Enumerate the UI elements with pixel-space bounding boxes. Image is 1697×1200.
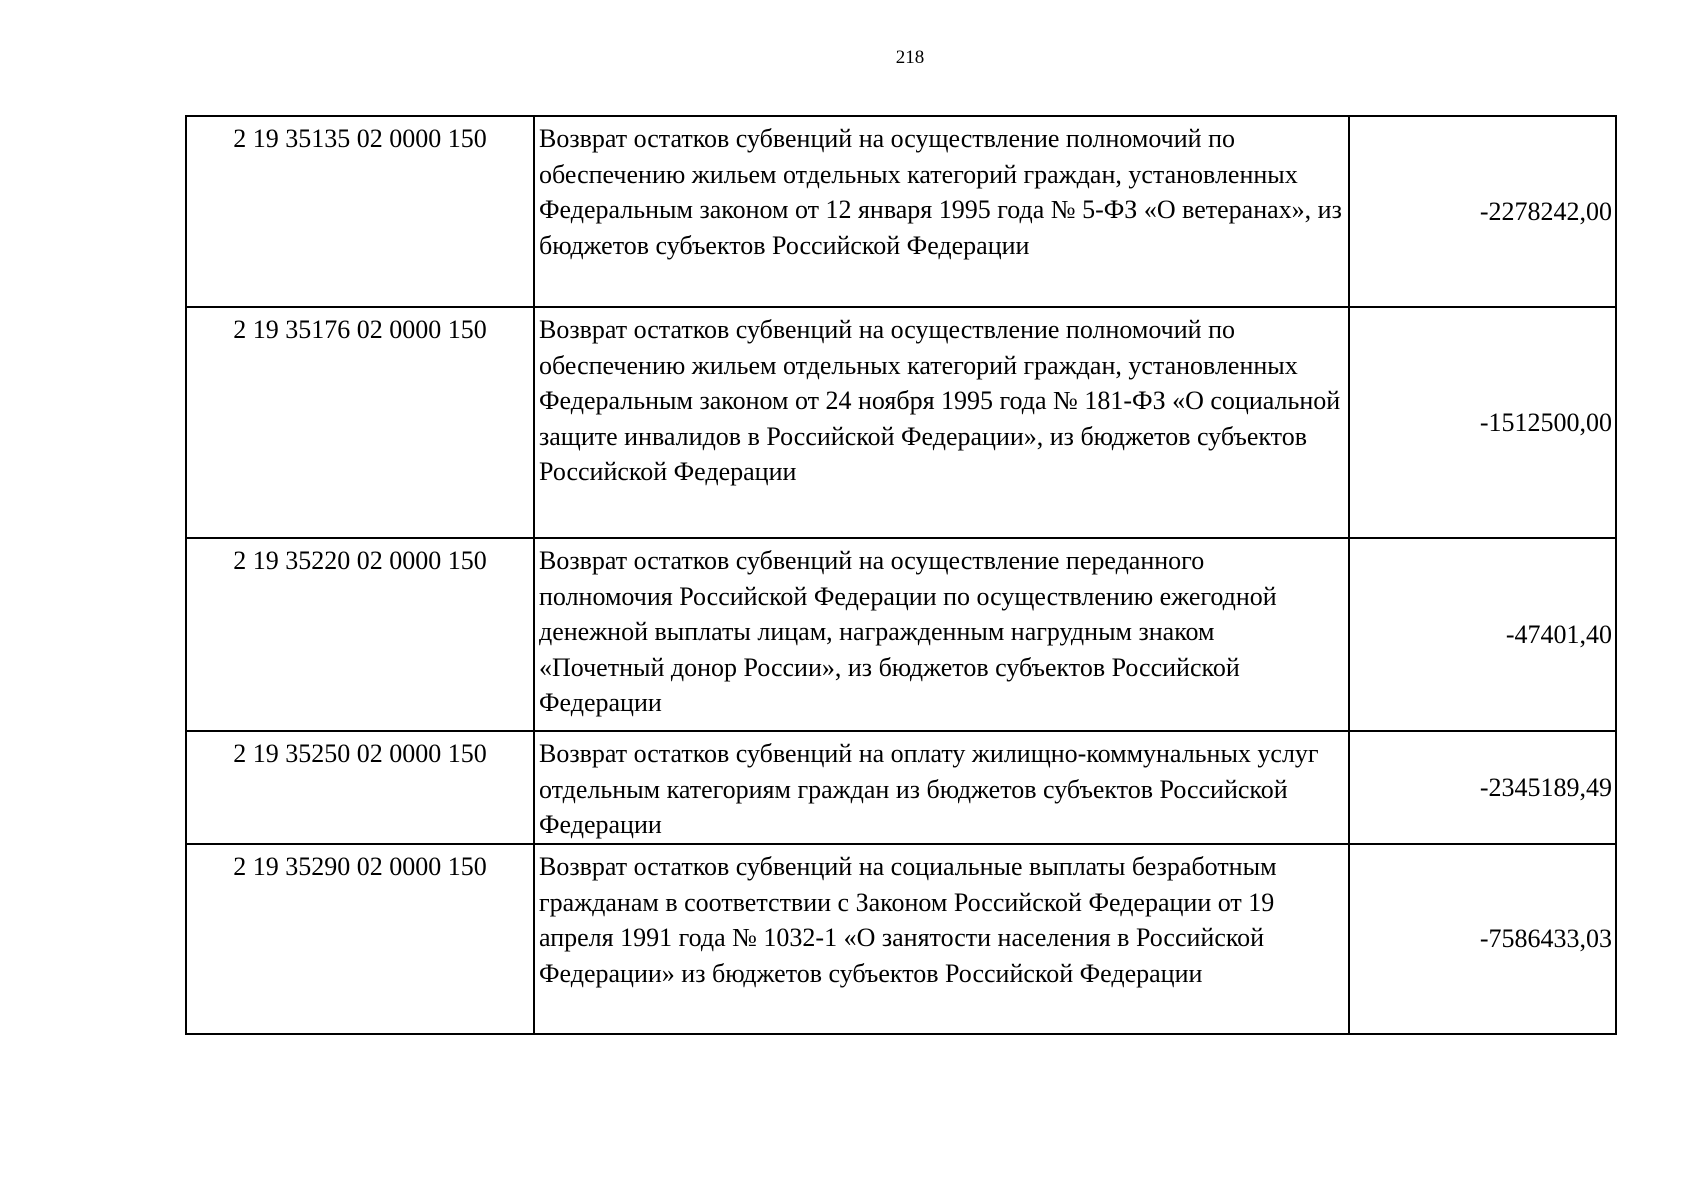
table-row xyxy=(186,116,1616,307)
description-cell: Возврат остатков субвенций на социальные выплаты безработным гражданам в соответствии с Законом Российской Федерации от 19 апреля 1991 года № 1032-1 «О занятости населения в Российской Федерации» из бюджетов субъектов Российской Федерации xyxy=(534,844,1349,1034)
page-number: 218 xyxy=(895,47,925,68)
amount-cell: -2278242,00 xyxy=(1349,116,1616,307)
budget-code-cell: 2 19 35135 02 0000 150 xyxy=(186,116,534,307)
table-row xyxy=(186,307,1616,538)
description-cell: Возврат остатков субвенций на оплату жилищно-коммунальных услуг отдельным категориям граждан из бюджетов субъектов Российской Федерации xyxy=(534,731,1349,844)
description-cell: Возврат остатков субвенций на осуществление полномочий по обеспечению жильем отдельных категорий граждан, установленных Федеральным законом от 12 января 1995 года № 5-ФЗ «О ветеранах», из бюджетов субъектов Российской Федерации xyxy=(534,116,1349,307)
table-row xyxy=(186,731,1616,844)
budget-table xyxy=(185,115,1617,1035)
amount-cell: -7586433,03 xyxy=(1349,844,1616,1034)
amount-cell: -2345189,49 xyxy=(1349,731,1616,844)
amount-cell: -1512500,00 xyxy=(1349,307,1616,538)
budget-code-cell: 2 19 35290 02 0000 150 xyxy=(186,844,534,1034)
description-cell: Возврат остатков субвенций на осуществление полномочий по обеспечению жильем отдельных категорий граждан, установленных Федеральным законом от 24 ноября 1995 года № 181-ФЗ «О социальной защите инвалидов в Российской Федерации», из бюджетов субъектов Российской Федерации xyxy=(534,307,1349,538)
budget-code-cell: 2 19 35250 02 0000 150 xyxy=(186,731,534,844)
amount-cell: -47401,40 xyxy=(1349,538,1616,731)
budget-code-cell: 2 19 35176 02 0000 150 xyxy=(186,307,534,538)
table-row xyxy=(186,538,1616,731)
table-row xyxy=(186,844,1616,1034)
budget-code-cell: 2 19 35220 02 0000 150 xyxy=(186,538,534,731)
description-cell: Возврат остатков субвенций на осуществление переданного полномочия Российской Федерации по осуществлению ежегодной денежной выплаты лицам, награжденным нагрудным знаком «Почетный донор России», из бюджетов субъектов Российской Федерации xyxy=(534,538,1349,731)
